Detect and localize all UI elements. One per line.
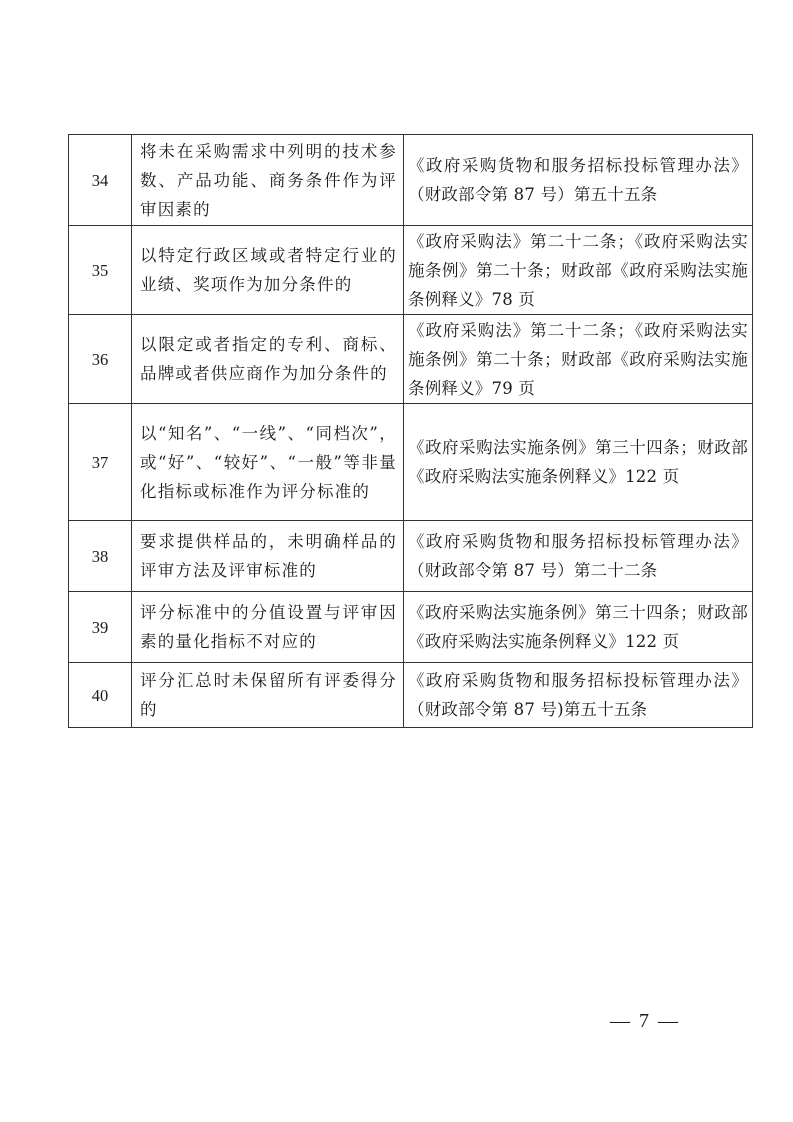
rules-table xyxy=(68,134,753,728)
row-number: 35 xyxy=(69,226,132,315)
legal-basis: 《政府采购货物和服务招标投标管理办法》（财政部令第 87 号）第五十五条 xyxy=(404,135,753,226)
legal-basis: 《政府采购法》第二十二条；《政府采购法实施条例》第二十条；财政部《政府采购法实施条例释义》79 页 xyxy=(404,315,753,404)
row-number: 37 xyxy=(69,404,132,521)
row-number: 34 xyxy=(69,135,132,226)
issue-description: 要求提供样品的，未明确样品的评审方法及评审标准的 xyxy=(132,521,404,592)
table-row xyxy=(69,592,753,663)
row-number: 38 xyxy=(69,521,132,592)
issue-description: 以特定行政区域或者特定行业的业绩、奖项作为加分条件的 xyxy=(132,226,404,315)
table-row xyxy=(69,663,753,728)
row-number: 39 xyxy=(69,592,132,663)
legal-basis: 《政府采购货物和服务招标投标管理办法》（财政部令第 87 号）第二十二条 xyxy=(404,521,753,592)
issue-description: 以限定或者指定的专利、商标、品牌或者供应商作为加分条件的 xyxy=(132,315,404,404)
legal-basis: 《政府采购货物和服务招标投标管理办法》（财政部令第 87 号)第五十五条 xyxy=(404,663,753,728)
table-row xyxy=(69,135,753,226)
issue-description: 将未在采购需求中列明的技术参数、产品功能、商务条件作为评审因素的 xyxy=(132,135,404,226)
issue-description: 评分标准中的分值设置与评审因素的量化指标不对应的 xyxy=(132,592,404,663)
table-row xyxy=(69,521,753,592)
row-number: 40 xyxy=(69,663,132,728)
table-row xyxy=(69,315,753,404)
table-row xyxy=(69,226,753,315)
legal-basis: 《政府采购法》第二十二条；《政府采购法实施条例》第二十条；财政部《政府采购法实施条例释义》78 页 xyxy=(404,226,753,315)
legal-basis: 《政府采购法实施条例》第三十四条；财政部《政府采购法实施条例释义》122 页 xyxy=(404,404,753,521)
legal-basis: 《政府采购法实施条例》第三十四条；财政部《政府采购法实施条例释义》122 页 xyxy=(404,592,753,663)
issue-description: 评分汇总时未保留所有评委得分的 xyxy=(132,663,404,728)
page-number: — 7 — xyxy=(610,1010,680,1032)
row-number: 36 xyxy=(69,315,132,404)
table-row xyxy=(69,404,753,521)
issue-description: 以“知名”、“一线”、“同档次”，或“好”、“较好”、“一般”等非量化指标或标准作为评分标准的 xyxy=(132,404,404,521)
